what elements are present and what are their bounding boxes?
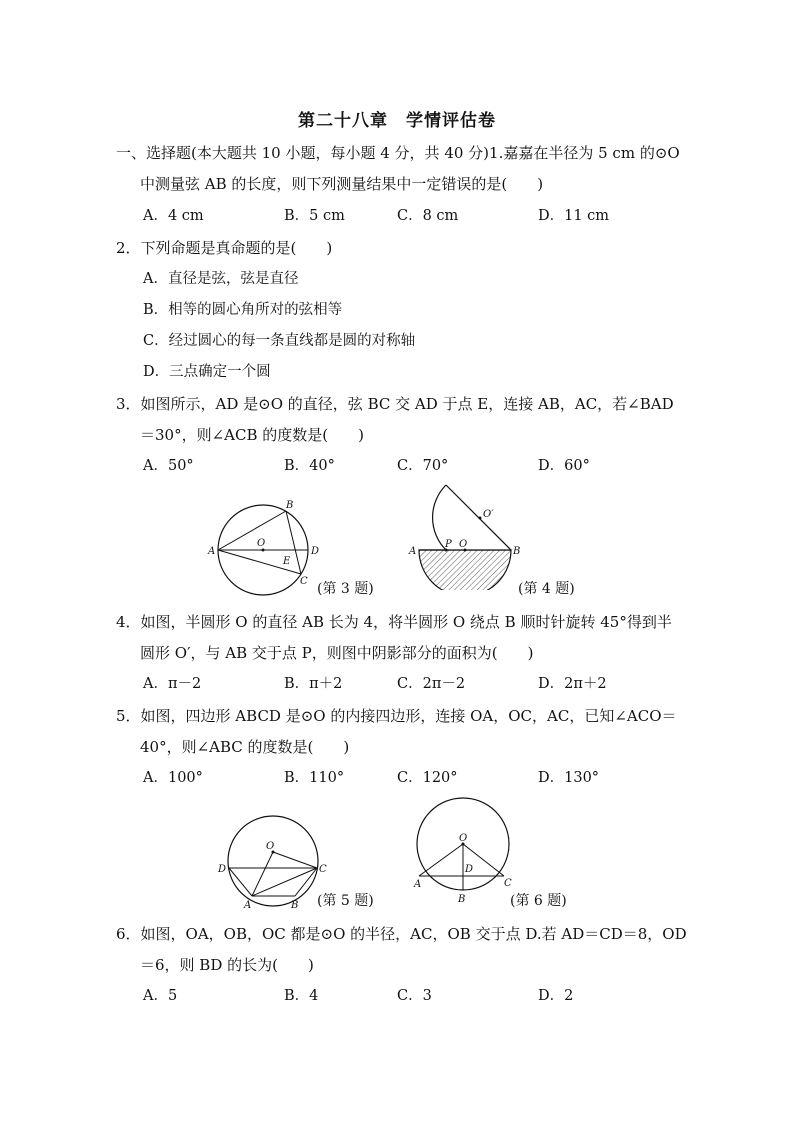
q6-option-d: D．2 bbox=[538, 988, 574, 1004]
q3-line-1: 3．如图所示，AD 是⊙O 的直径，弦 BC 交 AD 于点 E，连接 AB，AC，若∠BAD bbox=[116, 395, 674, 413]
q3-option-b: B．40° bbox=[284, 458, 335, 474]
q4-line-1: 4．如图，半圆形 O 的直径 AB 长为 4，将半圆形 O 绕点 B 顺时针旋转 45°得到半 bbox=[116, 613, 672, 631]
figure-5-diagram bbox=[212, 804, 332, 912]
q6-option-c: C．3 bbox=[397, 988, 432, 1004]
figure-5-caption: (第 5 题) bbox=[317, 893, 374, 909]
q1-option-c: C．8 cm bbox=[397, 208, 459, 224]
fig3-label-b: B bbox=[286, 500, 294, 511]
q1-option-d: D．11 cm bbox=[538, 208, 610, 224]
q4-line-2: 圆形 O′，与 AB 交于点 P，则图中阴影部分的面积为( ) bbox=[140, 644, 534, 662]
fig4-shaded-semicircle bbox=[419, 550, 511, 590]
fig6-label-o: O bbox=[459, 833, 468, 844]
q3-option-d: D．60° bbox=[538, 458, 590, 474]
q2-option-a: A．直径是弦，弦是直径 bbox=[143, 271, 299, 287]
figure-6-caption: (第 6 题) bbox=[510, 893, 567, 909]
q4-option-c: C．2π－2 bbox=[397, 676, 466, 692]
q1-line-1: 中测量弦 AB 的长度，则下列测量结果中一定错误的是( ) bbox=[140, 175, 544, 193]
fig5-label-a: A bbox=[244, 900, 252, 911]
q5-option-d: D．130° bbox=[538, 770, 600, 786]
q5-option-a: A．100° bbox=[143, 770, 203, 786]
q6-option-a: A．5 bbox=[143, 988, 178, 1004]
fig5-chord-ac bbox=[252, 868, 317, 896]
fig5-label-c: C bbox=[319, 864, 327, 875]
q4-option-d: D．2π＋2 bbox=[538, 676, 607, 692]
fig4-label-o-prime: O′ bbox=[483, 509, 494, 520]
q3-line-2: ＝30°，则∠ACB 的度数是( ) bbox=[140, 426, 364, 444]
q3-option-c: C．70° bbox=[397, 458, 449, 474]
fig4-label-b: B bbox=[513, 546, 521, 557]
fig5-label-b: B bbox=[291, 900, 299, 911]
q2-option-c: C．经过圆心的每一条直线都是圆的对称轴 bbox=[143, 333, 416, 349]
q6-line-1: 6．如图，OA，OB，OC 都是⊙O 的半径，AC，OB 交于点 D.若 AD＝CD＝8，OD bbox=[116, 925, 687, 943]
fig5-radius-oc bbox=[273, 852, 317, 868]
figure-3-caption: (第 3 题) bbox=[317, 581, 374, 597]
q4-option-b: B．π＋2 bbox=[284, 676, 343, 692]
q2-option-b: B．相等的圆心角所对的弦相等 bbox=[143, 302, 343, 318]
fig3-chord-ab bbox=[218, 511, 286, 550]
q5-line-1: 5．如图，四边形 ABCD 是⊙O 的内接四边形，连接 OA，OC，AC，已知∠ACO＝ bbox=[116, 707, 677, 725]
fig5-circle bbox=[228, 816, 318, 906]
q4-option-a: A．π－2 bbox=[143, 676, 202, 692]
fig3-label-e: E bbox=[283, 556, 291, 567]
q6-line-2: ＝6，则 BD 的长为( ) bbox=[140, 956, 314, 974]
q2-line-1: 2．下列命题是真命题的是( ) bbox=[116, 239, 333, 257]
section-header: 一、选择题(本大题共 10 小题，每小题 4 分，共 40 分)1.嘉嘉在半径为 5 cm 的⊙O bbox=[116, 144, 680, 162]
fig4-label-o: O bbox=[459, 539, 468, 550]
fig4-center-o-prime bbox=[479, 517, 482, 520]
fig5-label-d: D bbox=[218, 864, 227, 875]
fig3-label-o: O bbox=[257, 538, 266, 549]
q5-line-2: 40°，则∠ABC 的度数是( ) bbox=[140, 738, 350, 756]
q1-option-b: B．5 cm bbox=[284, 208, 345, 224]
q3-option-a: A．50° bbox=[143, 458, 194, 474]
figure-6-diagram bbox=[406, 794, 516, 906]
q5-option-c: C．120° bbox=[397, 770, 458, 786]
fig3-label-d: D bbox=[311, 546, 320, 557]
figure-3-diagram bbox=[200, 496, 330, 596]
fig5-label-o: O bbox=[266, 841, 275, 852]
fig3-label-a: A bbox=[208, 546, 216, 557]
q6-option-b: B．4 bbox=[284, 988, 319, 1004]
fig6-label-b: B bbox=[458, 894, 466, 905]
fig5-radius-oa bbox=[252, 852, 273, 896]
q2-option-d: D．三点确定一个圆 bbox=[143, 364, 271, 380]
fig6-label-a: A bbox=[414, 879, 422, 890]
fig4-label-p: P bbox=[445, 539, 452, 550]
figure-4-diagram bbox=[400, 480, 530, 590]
figure-4-caption: (第 4 题) bbox=[518, 581, 575, 597]
fig4-label-a: A bbox=[409, 546, 417, 557]
fig6-label-d: D bbox=[465, 864, 474, 875]
q1-option-a: A．4 cm bbox=[143, 208, 204, 224]
q5-option-b: B．110° bbox=[284, 770, 345, 786]
page-title: 第二十八章 学情评估卷 bbox=[298, 111, 496, 131]
fig3-label-c: C bbox=[300, 576, 308, 587]
fig6-label-c: C bbox=[504, 878, 512, 889]
fig6-radius-oa bbox=[419, 844, 463, 876]
